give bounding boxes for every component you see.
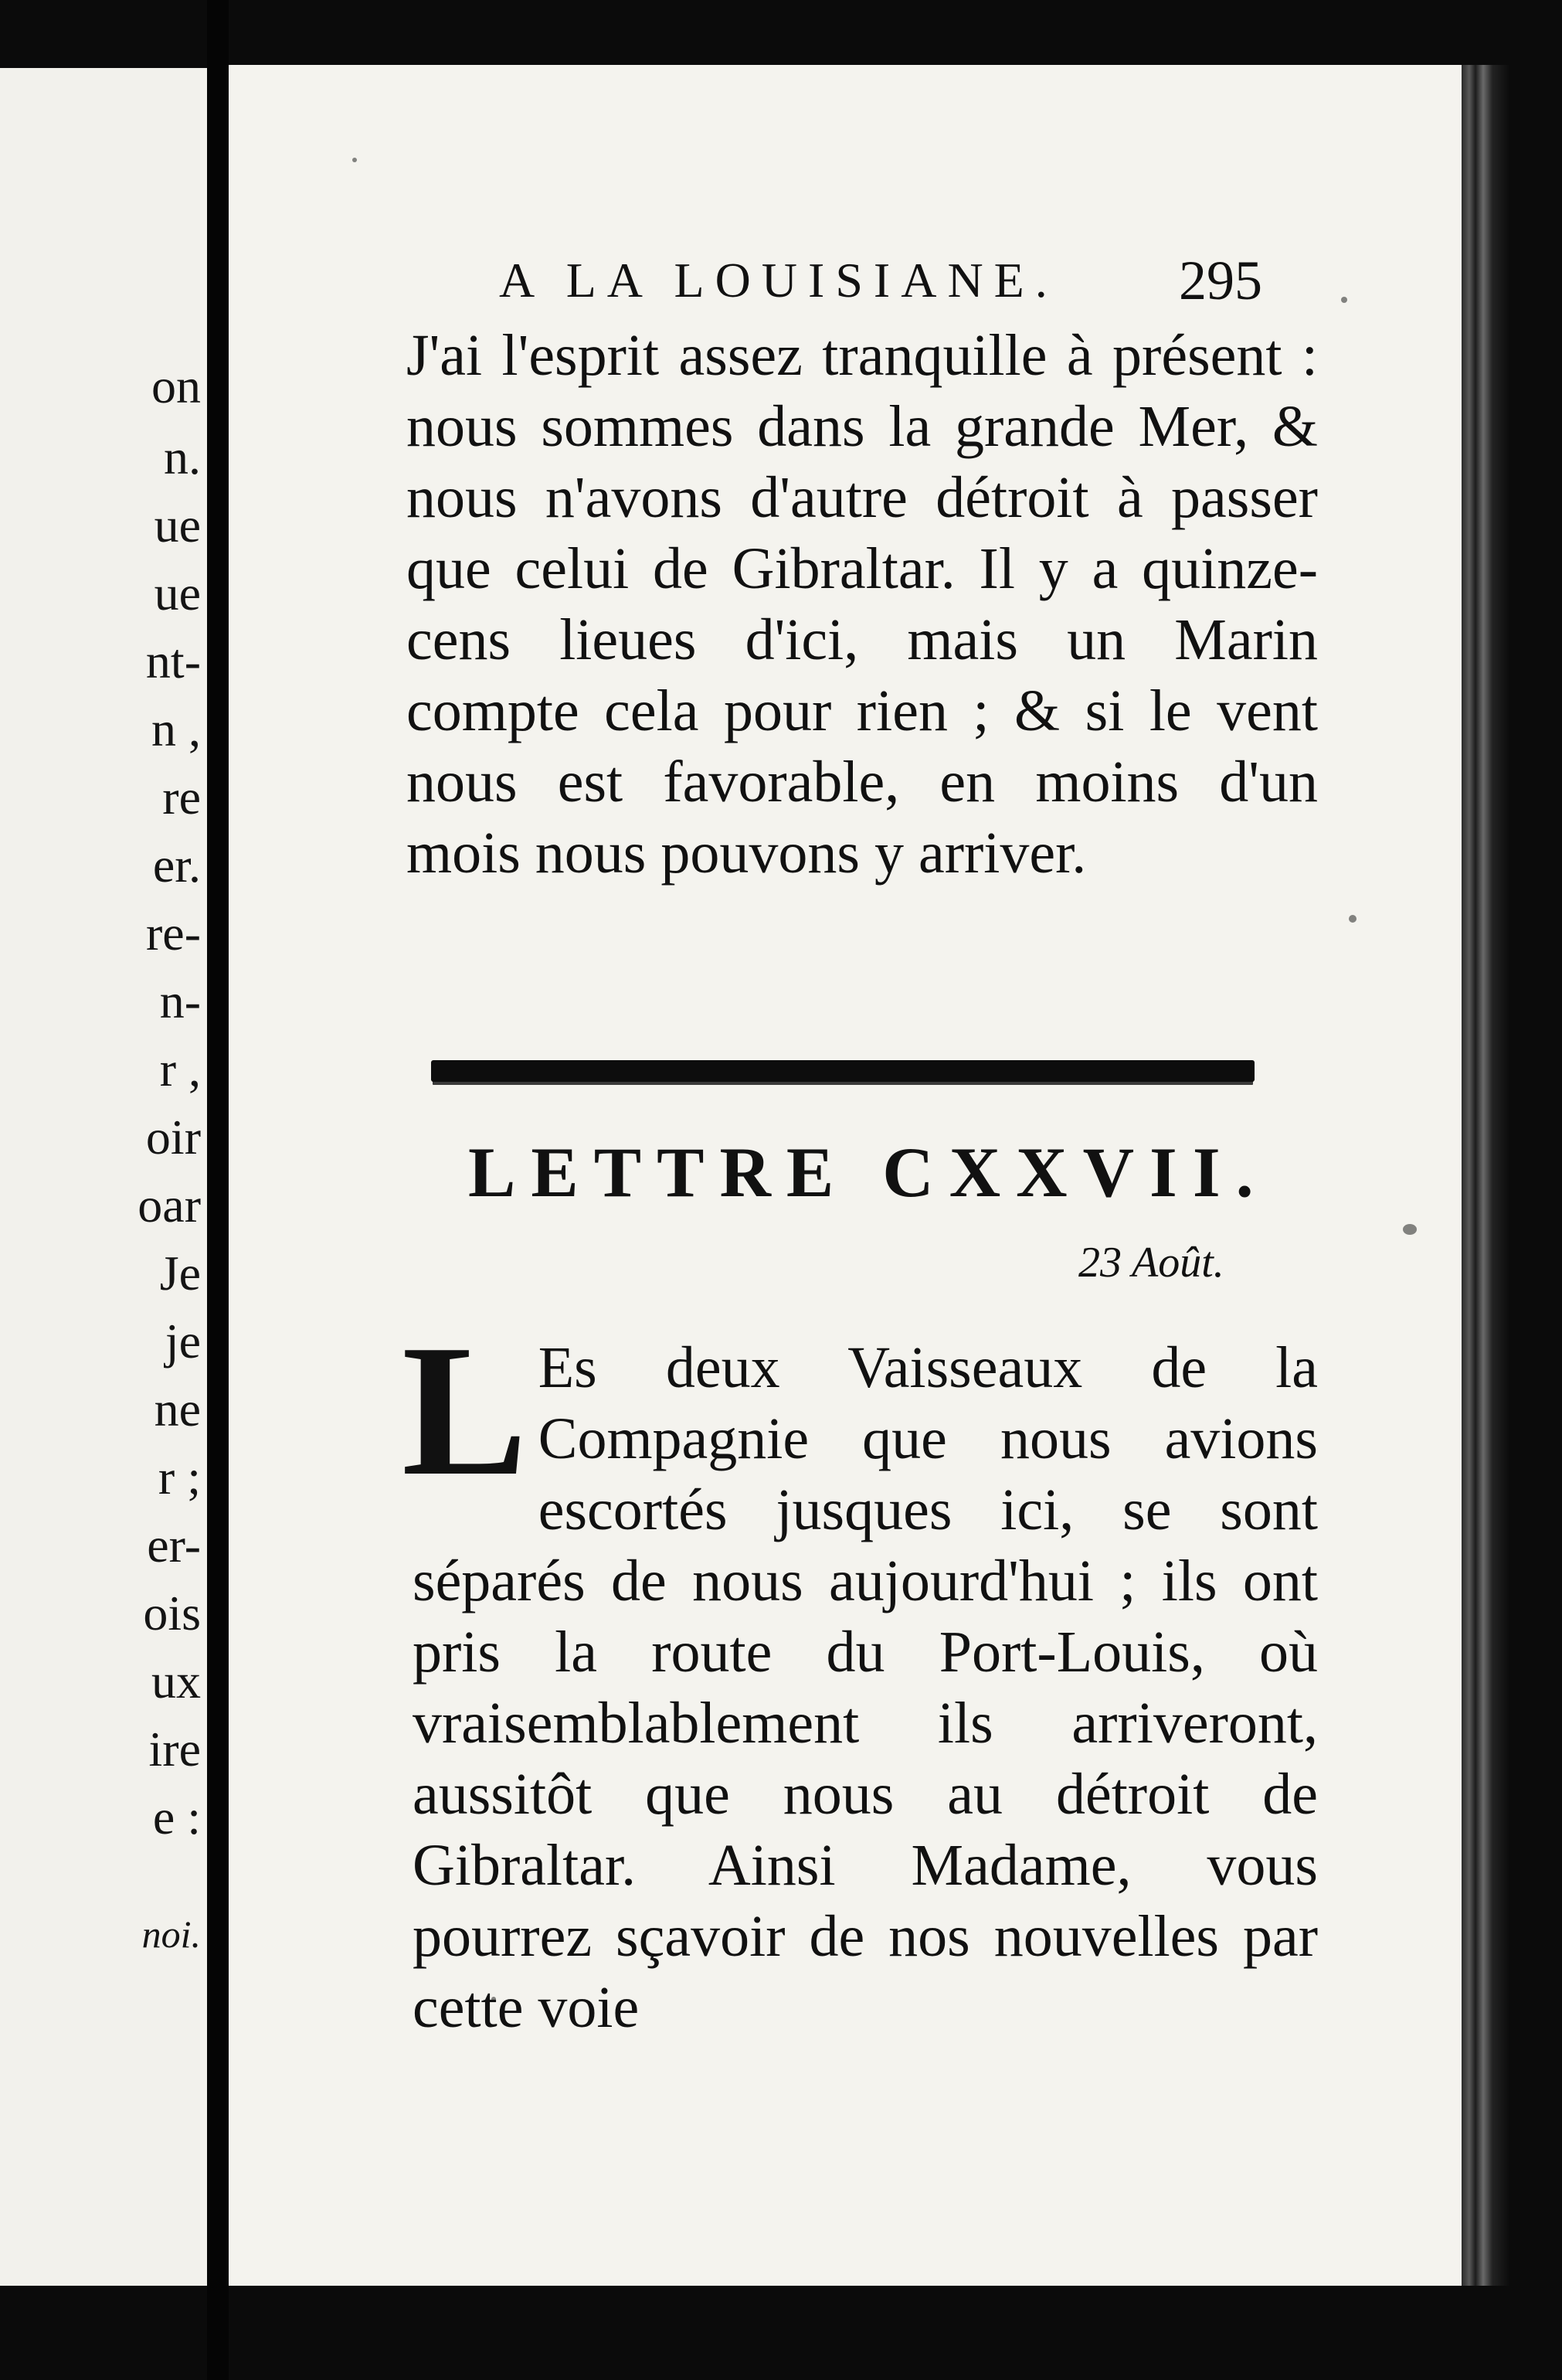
left-page-fragment	[0, 68, 207, 2286]
left-page-line: r ;	[158, 1450, 201, 1504]
left-page-line: ue	[154, 566, 201, 620]
left-page-line: noi.	[141, 1912, 201, 1956]
left-page-line: e :	[152, 1790, 201, 1844]
letter-date: 23 Août.	[1078, 1239, 1224, 1287]
letter-body	[402, 1306, 1318, 2043]
book-page	[229, 65, 1462, 2286]
left-page-line: n.	[164, 430, 201, 484]
left-page-line: er-	[147, 1518, 201, 1572]
binding-gutter	[207, 0, 229, 2380]
page-number: 295	[1179, 250, 1262, 311]
left-page-line: ois	[143, 1586, 201, 1640]
left-page-line: r ,	[159, 1042, 201, 1096]
left-page-line: ue	[154, 498, 201, 552]
left-page-line: ne	[154, 1382, 201, 1436]
left-page-line: on	[151, 359, 201, 413]
letter-title: LETTRE CXXVII.	[468, 1133, 1269, 1212]
section-divider-rule	[431, 1060, 1255, 1082]
left-page-line: oir	[145, 1110, 201, 1164]
left-page-line: er.	[152, 838, 201, 892]
left-page-line: Je	[159, 1246, 201, 1300]
left-page-line: re	[162, 770, 201, 824]
left-page-line: nt-	[145, 634, 201, 688]
letter-body-text: Es deux Vaisseaux de la Compagnie que nous avions escortés jusques ici, se sont séparés de nous aujourd'hui ; ils ont pris la route du Port-Louis, où vraisemblablement ils arriveront, aussitôt que nous au détroit de Gibraltar. Ainsi Madame, vous pourrez sçavoir de nos nouvelles par cette voie	[413, 1335, 1318, 2040]
paper-speck	[1349, 915, 1357, 923]
body-paragraph: J'ai l'esprit assez tranquille à présent : nous sommes dans la grande Mer, & nous n'avons d'autre détroit à passer que celui de Gibraltar. Il y a quinze-cens lieues d'ici, mais un Marin compte cela pour rien ; & si le vent nous est favorable, en moins d'un mois nous pouvons y arriver.	[406, 323, 1318, 886]
left-page-line: je	[165, 1314, 201, 1368]
left-page-line: ire	[148, 1722, 201, 1776]
running-head: A LA LOUISIANE.	[499, 253, 1058, 308]
left-page-line: oar	[138, 1178, 201, 1232]
page-edge	[1462, 65, 1509, 2286]
paper-speck	[352, 158, 357, 162]
left-page-line: n ,	[151, 702, 201, 756]
left-page-line: ux	[151, 1654, 201, 1708]
left-page-line: n-	[159, 974, 201, 1028]
paper-speck	[1403, 1224, 1417, 1235]
page-header	[229, 243, 1462, 328]
drop-cap: L	[402, 1306, 528, 1515]
left-page-line: re-	[145, 906, 201, 960]
